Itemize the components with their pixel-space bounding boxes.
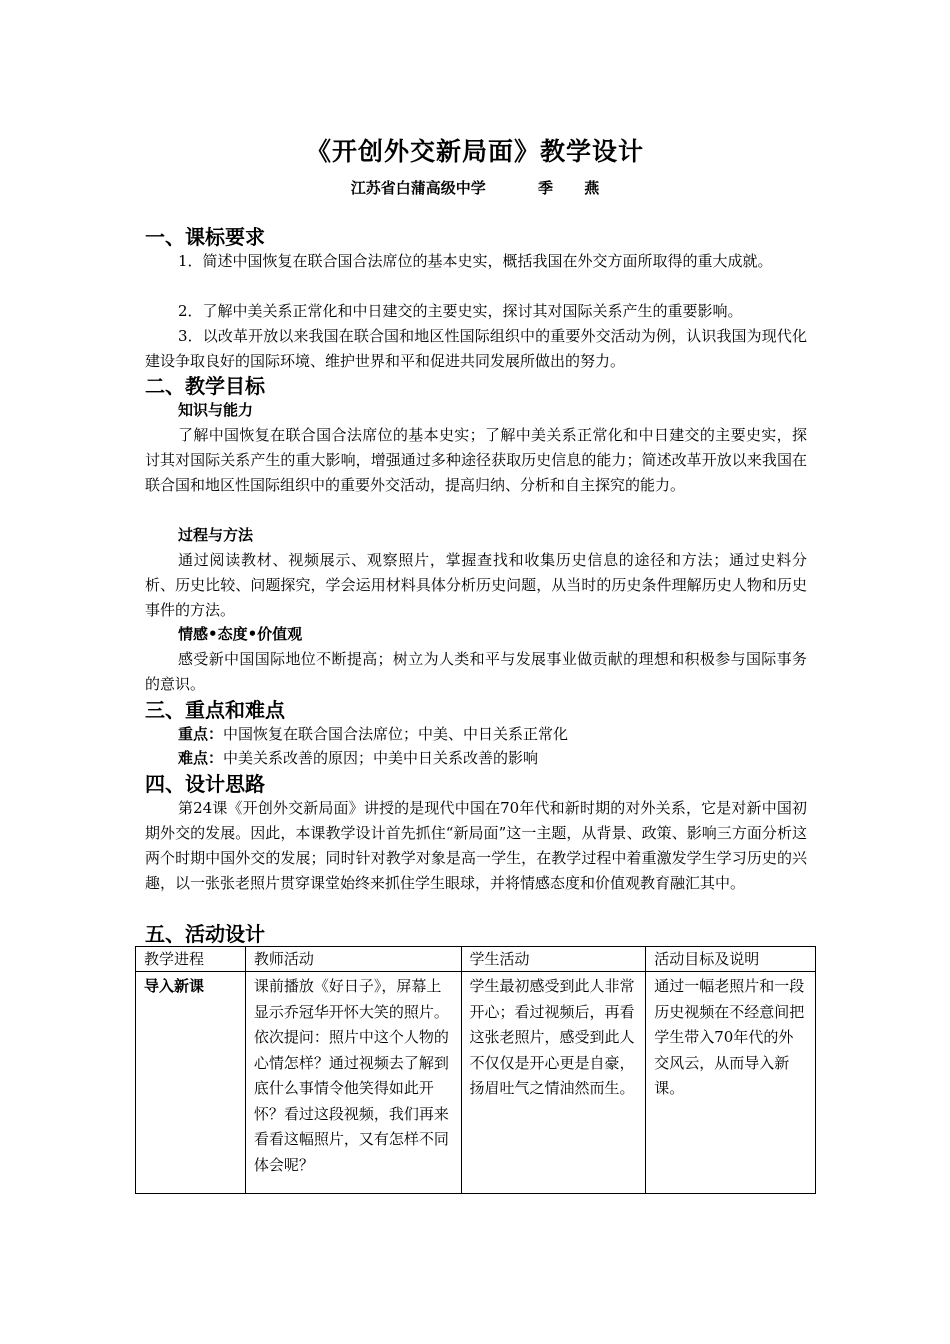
- cell-stage: 导入新课: [136, 972, 246, 1194]
- section-heading-goals: 二、教学目标: [145, 374, 265, 398]
- column-header-stage: 教学进程: [136, 947, 246, 972]
- author-line: 江苏省白蒲高级中学 季 燕: [350, 179, 600, 197]
- goals-knowledge-text: 了解中国恢复在联合国合法席位的基本史实；了解中美关系正常化和中日建交的主要史实，探讨其对国际关系产生的重大影响，增强通过多种途径获取历史信息的能力；简述改革开放以来我国在联合国和地区性国际组织中的重要外交活动，提高归纳、分析和自主探究的能力。: [145, 426, 807, 494]
- section-heading-design: 四、设计思路: [145, 772, 265, 796]
- subheading-knowledge: 知识与能力: [178, 401, 254, 419]
- document-title: 《开创外交新局面》教学设计: [305, 137, 644, 166]
- table-row: [136, 972, 816, 1194]
- subheading-values: 情感•态度•价值观: [178, 625, 303, 643]
- section-heading-curriculum: 一、课标要求: [145, 225, 265, 249]
- cell-teacher: 课前播放《好日子》，屏幕上显示乔冠华开怀大笑的照片。依次提问：照片中这个人物的心情怎样？通过视频去了解到底什么事情令他笑得如此开怀？看过这段视频，我们再来看看这幅照片，又有怎样不同体会呢？: [245, 972, 461, 1194]
- column-header-goal: 活动目标及说明: [646, 947, 816, 972]
- cell-goal: 通过一幅老照片和一段历史视频在不经意间把学生带入70年代的外交风云，从而导入新课。: [646, 972, 816, 1194]
- goals-values-text: 感受新中国国际地位不断提高；树立为人类和平与发展事业做贡献的理想和积极参与国际事务的意识。: [145, 650, 807, 693]
- cell-student: 学生最初感受到此人非常开心；看过视频后，再看这张老照片，感受到此人不仅仅是开心更是自豪，扬眉吐气之情油然而生。: [461, 972, 646, 1194]
- table-header-row: [136, 947, 816, 972]
- column-header-student: 学生活动: [461, 947, 646, 972]
- curriculum-item-2: 2．了解中美关系正常化和中日建交的主要史实，探讨其对国际关系产生的重要影响。: [178, 302, 743, 320]
- subheading-process: 过程与方法: [178, 526, 254, 544]
- column-header-teacher: 教师活动: [245, 947, 461, 972]
- design-text: 第24课《开创外交新局面》讲授的是现代中国在70年代和新时期的对外关系，它是对新中国初期外交的发展。因此，本课教学设计首先抓住“新局面”这一主题，从背景、政策、影响三方面分析这两个时期中国外交的发展；同时针对教学对象是高一学生，在教学过程中着重激发学生学习历史的兴趣，以一张张老照片贯穿课堂始终来抓住学生眼球，并将情感态度和价值观教育融汇其中。: [145, 799, 807, 892]
- section-heading-key-points: 三、重点和难点: [145, 698, 285, 722]
- section-heading-activities: 五、活动设计: [145, 922, 265, 946]
- difficulty-line: 难点：中美关系改善的原因；中美中日关系改善的影响: [178, 749, 539, 767]
- key-point-line: 重点：中国恢复在联合国合法席位；中美、中日关系正常化: [178, 725, 569, 743]
- activity-table: [135, 946, 816, 1194]
- curriculum-item-1: 1．简述中国恢复在联合国合法席位的基本史实，概括我国在外交方面所取得的重大成就。: [178, 252, 773, 270]
- curriculum-item-3: 3．以改革开放以来我国在联合国和地区性国际组织中的重要外交活动为例，认识我国为现代化建设争取良好的国际环境、维护世界和平和促进共同发展所做出的努力。: [145, 327, 807, 370]
- goals-process-text: 通过阅读教材、视频展示、观察照片，掌握查找和收集历史信息的途径和方法；通过史料分析、历史比较、问题探究，学会运用材料具体分析历史问题，从当时的历史条件理解历史人物和历史事件的方法。: [145, 551, 807, 619]
